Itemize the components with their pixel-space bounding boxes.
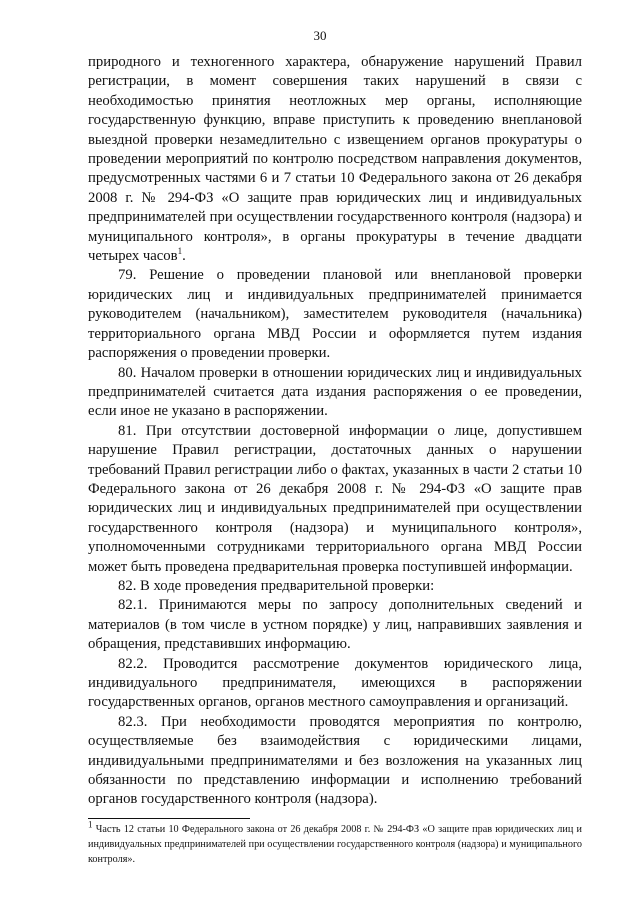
paragraph-82: 82. В ходе проведения предварительной проверки: [118,577,435,594]
footnote-reference: 1 [177,246,183,257]
paragraph-continuation-text: природного и техногенного характера, обнаружение нарушений Правил регистрации, в момент совершения таких нарушений в связи с необходимостью принятия неотложных мер органы, исполняющие государственную функцию, вправе приступить к проведению внеплановой выездной проверки незамедлительно с извещением органов прокуратуры о проведении мероприятий по контролю посредством направления документов, предусмотренных частями 6 и 7 статьи 10 Федерального закона от 26 декабря 2008 г. № 294-ФЗ «О защите прав юридических лиц и индивидуальных предпринимателей при осуществлении государственного контроля (надзора) и муниципального контроля», в органы прокуратуры в течение двадцати четырех часов [88,54,582,265]
paragraph-81: 81. При отсутствии достоверной информации о лице, допустившем нарушение Правил регистрации, достаточных данных о нарушении требований Правил регистрации либо о фактах, указанных в части 2 статьи 10 Федерального закона от 26 декабря 2008 г. № 294-ФЗ «О защите прав юридических лиц и индивидуальных предпринимателей при осуществлении государственного контроля (надзора) и муниципального контроля», уполномоченными сотрудниками территориального органа МВД России может быть проведена предварительная проверка поступившей информации. [88,422,582,575]
footnote [88,819,582,867]
paragraph-80: 80. Началом проверки в отношении юридических лиц и индивидуальных предпринимателей считается дата издания распоряжения о ее проведении, если иное не указано в распоряжении. [88,364,582,420]
paragraph-82-2: 82.2. Проводится рассмотрение документов юридического лица, индивидуального предпринимателя, имеющихся в распоряжении государственных органов, органов местного самоуправления и организаций. [88,655,582,711]
paragraph-continuation: природного и техногенного характера, обнаружение нарушений Правил регистрации, в момент совершения таких нарушений в связи с необходимостью принятия неотложных мер органы, исполняющие государственную функцию, вправе приступить к проведению внеплановой выездной проверки незамедлительно с извещением органов прокуратуры о проведении мероприятий по контролю посредством направления документов, предусмотренных частями 6 и 7 статьи 10 Федерального закона от 26 декабря 2008 г. № 294-ФЗ «О защите прав юридических лиц и индивидуальных предпринимателей при осуществлении государственного контроля (надзора) и муниципального контроля», в органы прокуратуры в течение двадцати четырех часов$^1$. [88,54,582,265]
page-number: 30 [313,28,327,43]
paragraph-79: 79. Решение о проведении плановой или внеплановой проверки юридических лиц и индивидуальных предпринимателей принимается руководителем (начальником), заместителем руководителя (начальника) территориального органа МВД России и оформляется путем издания распоряжения о проведении проверки. [88,267,582,362]
paragraph-82-3: 82.3. При необходимости проводятся мероприятия по контролю, осуществляемые без взаимодействия с юридическими лицами, индивидуальными предпринимателями и без возложения на указанных лиц обязанности по представлению информации и исполнению требований органов государственного контроля (надзора). [88,713,582,808]
footnote-text: Часть 12 статьи 10 Федерального закона от 26 декабря 2008 г. № 294-ФЗ «О защите прав юридических лиц и индивидуальных предпринимателей при осуществлении государственного контроля (надзора) и муниципального контроля». [88,824,582,865]
paragraph-82-1: 82.1. Принимаются меры по запросу дополнительных сведений и материалов (в том числе в устном порядке) у лиц, направивших заявления и обращения, представивших информацию. [88,597,582,653]
footnote-mark: 1 [88,819,93,830]
document-body [88,53,582,810]
footnote-divider [88,818,250,819]
